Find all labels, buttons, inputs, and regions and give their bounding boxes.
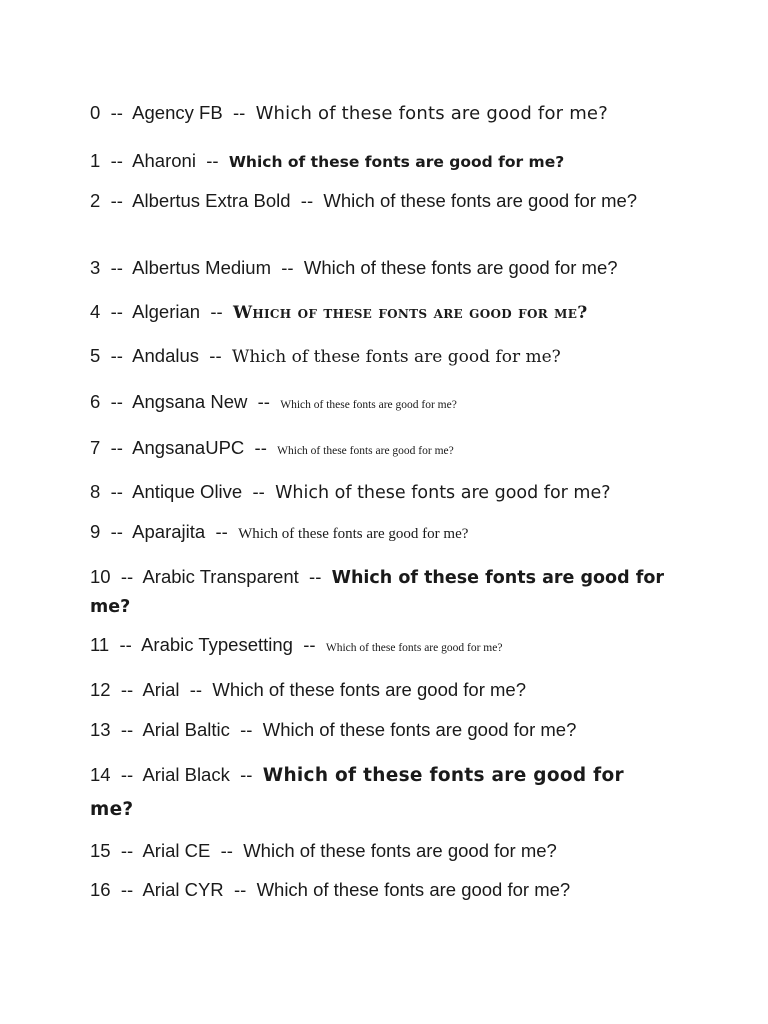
font-name: Arial CYR bbox=[142, 879, 224, 900]
font-sample: Which of these fonts are good for me? bbox=[323, 190, 638, 211]
font-line-13 bbox=[90, 716, 670, 743]
font-name: Arabic Typesetting bbox=[141, 634, 293, 655]
separator: -- bbox=[222, 102, 256, 123]
font-name: Aparajita bbox=[132, 521, 206, 542]
separator: -- bbox=[179, 679, 213, 700]
separator: -- bbox=[100, 437, 133, 458]
separator: -- bbox=[229, 719, 263, 740]
separator: -- bbox=[242, 481, 276, 502]
separator: -- bbox=[200, 301, 233, 322]
font-name: Antique Olive bbox=[132, 481, 243, 502]
line-number: 7 bbox=[90, 437, 101, 458]
font-line-10 bbox=[90, 563, 670, 621]
line-number: 13 bbox=[90, 719, 111, 740]
separator: -- bbox=[100, 391, 133, 412]
font-name: Algerian bbox=[132, 301, 201, 322]
font-line-15 bbox=[90, 837, 670, 864]
font-name: AngsanaUPC bbox=[132, 437, 245, 458]
separator: -- bbox=[100, 521, 133, 542]
line-number: 16 bbox=[90, 879, 111, 900]
line-number: 8 bbox=[90, 481, 101, 502]
font-sample: Which of these fonts are good for me? bbox=[90, 765, 624, 820]
font-sample: Which of these fonts are good for me? bbox=[255, 103, 608, 124]
separator: -- bbox=[247, 391, 281, 412]
font-line-4 bbox=[90, 298, 670, 327]
separator: -- bbox=[223, 879, 257, 900]
separator: -- bbox=[244, 437, 278, 458]
font-line-6 bbox=[90, 388, 670, 419]
separator: -- bbox=[205, 521, 239, 542]
separator: -- bbox=[270, 257, 304, 278]
font-line-0 bbox=[90, 99, 670, 127]
font-line-3 bbox=[90, 254, 670, 281]
font-sample: Which of these fonts are good for me? bbox=[275, 483, 611, 503]
font-name: Aharoni bbox=[132, 150, 196, 171]
font-name: Albertus Extra Bold bbox=[132, 190, 291, 211]
font-line-8 bbox=[90, 478, 670, 507]
line-number: 5 bbox=[90, 345, 101, 366]
font-sample: Which of these fonts are good for me? bbox=[228, 153, 565, 171]
line-number: 2 bbox=[90, 190, 101, 211]
font-sample: Which of these fonts are good for me? bbox=[303, 257, 618, 278]
font-name: Andalus bbox=[132, 345, 200, 366]
font-line-12 bbox=[90, 676, 670, 703]
font-sample: Which of these fonts are good for me? bbox=[232, 303, 588, 323]
line-number: 10 bbox=[90, 566, 111, 587]
line-number: 11 bbox=[90, 634, 110, 655]
font-line-16 bbox=[90, 876, 670, 903]
separator: -- bbox=[100, 301, 133, 322]
separator: -- bbox=[210, 840, 244, 861]
separator: -- bbox=[229, 764, 263, 785]
separator: -- bbox=[100, 150, 133, 171]
line-number: 6 bbox=[90, 391, 101, 412]
font-sample: Which of these fonts are good for me? bbox=[212, 679, 527, 700]
font-name: Albertus Medium bbox=[132, 257, 271, 278]
separator: -- bbox=[100, 190, 133, 211]
line-number: 15 bbox=[90, 840, 111, 861]
font-name: Agency FB bbox=[132, 102, 223, 123]
font-line-11 bbox=[90, 631, 670, 662]
font-name: Arial Black bbox=[142, 764, 230, 785]
font-line-5 bbox=[90, 342, 670, 371]
font-sample: Which of these fonts are good for me? bbox=[231, 347, 561, 367]
font-sample: Which of these fonts are good for me? bbox=[90, 568, 664, 617]
line-number: 9 bbox=[90, 521, 101, 542]
separator: -- bbox=[110, 840, 143, 861]
font-sample: Which of these fonts are good for me? bbox=[280, 399, 457, 411]
line-number: 12 bbox=[90, 679, 111, 700]
font-sample: Which of these fonts are good for me? bbox=[243, 840, 557, 861]
separator: -- bbox=[110, 764, 143, 785]
separator: -- bbox=[100, 345, 133, 366]
font-name: Arial bbox=[142, 679, 180, 700]
separator: -- bbox=[110, 566, 143, 587]
separator: -- bbox=[100, 257, 133, 278]
line-number: 4 bbox=[90, 301, 101, 322]
font-name: Angsana New bbox=[132, 391, 248, 412]
separator: -- bbox=[292, 634, 326, 655]
font-name: Arabic Transparent bbox=[142, 566, 299, 587]
separator: -- bbox=[195, 150, 229, 171]
separator: -- bbox=[110, 679, 143, 700]
font-line-9 bbox=[90, 518, 670, 548]
font-line-2 bbox=[90, 187, 670, 214]
line-number: 3 bbox=[90, 257, 101, 278]
separator: -- bbox=[110, 879, 143, 900]
font-line-14 bbox=[90, 758, 670, 826]
separator: -- bbox=[290, 190, 324, 211]
separator: -- bbox=[109, 634, 142, 655]
line-number: 14 bbox=[90, 764, 111, 785]
line-number: 1 bbox=[90, 150, 101, 171]
font-sample: Which of these fonts are good for me? bbox=[256, 879, 571, 900]
separator: -- bbox=[298, 566, 332, 587]
font-sample: Which of these fonts are good for me? bbox=[277, 445, 454, 457]
font-sample: Which of these fonts are good for me? bbox=[262, 719, 577, 740]
font-name: Arial Baltic bbox=[142, 719, 230, 740]
font-name: Arial CE bbox=[142, 840, 211, 861]
separator: -- bbox=[100, 102, 133, 123]
font-sample: Which of these fonts are good for me? bbox=[238, 526, 469, 542]
separator: -- bbox=[100, 481, 133, 502]
font-line-1 bbox=[90, 147, 670, 176]
separator: -- bbox=[110, 719, 143, 740]
line-number: 0 bbox=[90, 102, 101, 123]
font-sample: Which of these fonts are good for me? bbox=[325, 642, 503, 654]
separator: -- bbox=[199, 345, 232, 366]
font-line-7 bbox=[90, 434, 670, 465]
